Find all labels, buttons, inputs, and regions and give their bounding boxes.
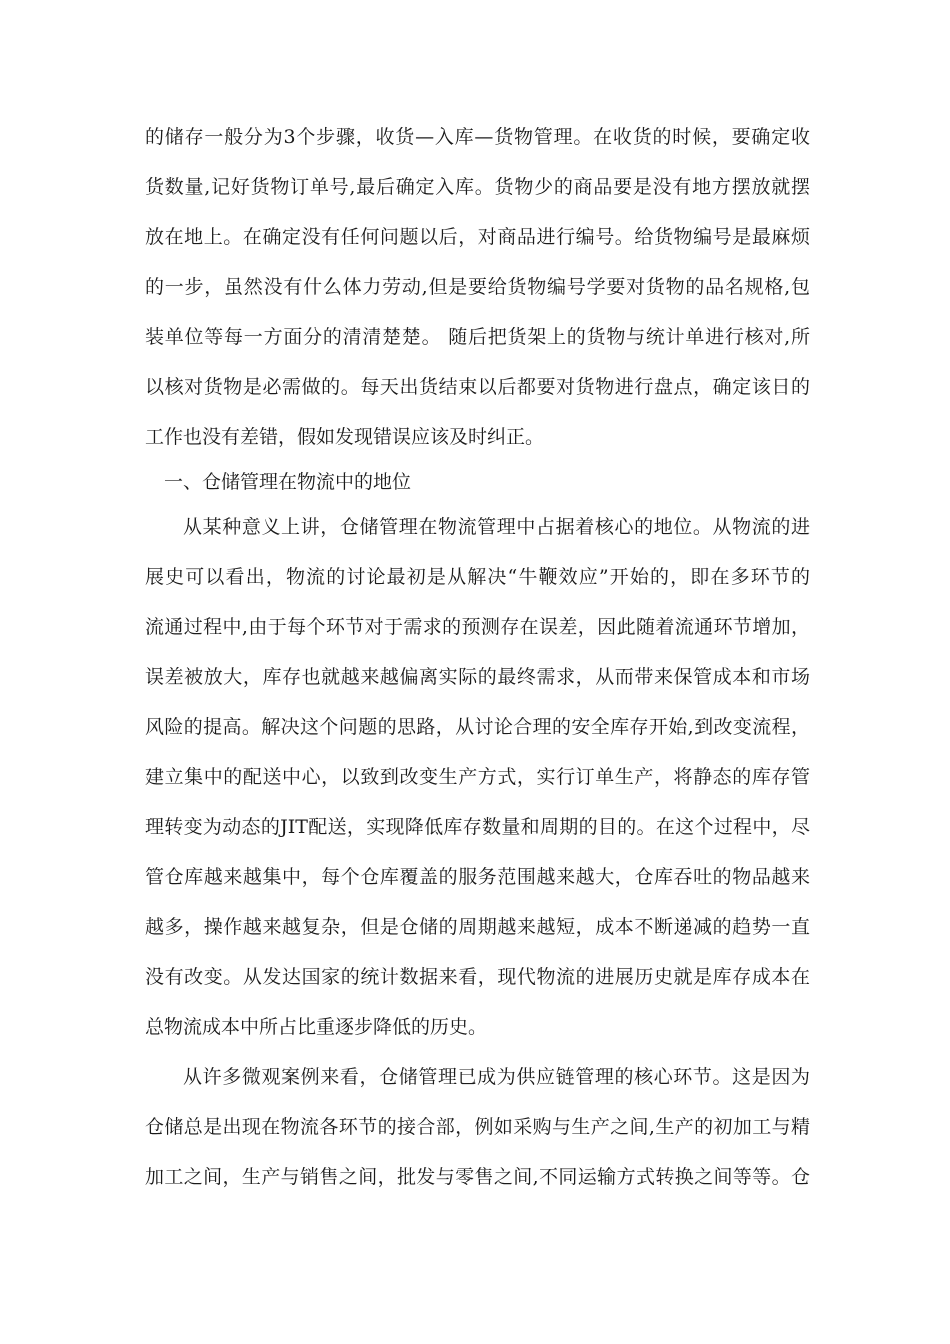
body-text-line: 以核对货物是必需做的。每天出货结束以后都要对货物进行盘点，确定该日的 [145,376,810,398]
body-text-line: 没有改变。从发达国家的统计数据来看，现代物流的进展历史就是库存成本在 [145,966,810,988]
body-text-line: 货数量,记好货物订单号,最后确定入库。货物少的商品要是没有地方摆放就摆 [145,176,810,198]
body-text-line: 装单位等每一方面分的清清楚楚。 随后把货架上的货物与统计单进行核对,所 [145,326,810,348]
body-text-line: 从许多微观案例来看，仓储管理已成为供应链管理的核心环节。这是因为 [183,1066,810,1088]
body-text-line: 风险的提高。解决这个问题的思路，从讨论合理的安全库存开始,到改变流程， [145,716,810,738]
body-text-line: 从某种意义上讲，仓储管理在物流管理中占据着核心的地位。从物流的进 [183,516,810,538]
body-text-line: 展史可以看出，物流的讨论最初是从解决“牛鞭效应”开始的，即在多环节的 [145,566,810,588]
body-text-line: 越多，操作越来越复杂，但是仓储的周期越来越短，成本不断递减的趋势一直 [145,916,810,938]
section-heading: 一、仓储管理在物流中的地位 [164,471,412,493]
body-text-line: 流通过程中,由于每个环节对于需求的预测存在误差，因此随着流通环节增加， [145,616,810,638]
body-text-line: 理转变为动态的JIT配送，实现降低库存数量和周期的目的。在这个过程中，尽 [145,816,810,838]
body-text-line: 误差被放大，库存也就越来越偏离实际的最终需求，从而带来保管成本和市场 [145,666,810,688]
body-text-line: 总物流成本中所占比重逐步降低的历史。 [145,1016,488,1038]
body-text-line: 的一步，虽然没有什么体力劳动,但是要给货物编号学要对货物的品名规格,包 [145,276,810,298]
body-text-line: 工作也没有差错，假如发现错误应该及时纠正。 [145,426,545,448]
body-text-line: 建立集中的配送中心，以致到改变生产方式，实行订单生产，将静态的库存管 [145,766,810,788]
body-text-line: 仓储总是出现在物流各环节的接合部，例如采购与生产之间,生产的初加工与精 [145,1116,810,1138]
body-text-line: 放在地上。在确定没有任何问题以后，对商品进行编号。给货物编号是最麻烦 [145,226,810,248]
body-text-line: 管仓库越来越集中，每个仓库覆盖的服务范围越来越大，仓库吞吐的物品越来 [145,866,810,888]
body-text-line: 加工之间，生产与销售之间，批发与零售之间,不同运输方式转换之间等等。仓 [145,1166,810,1188]
body-text-line: 的储存一般分为3个步骤，收货—入库—货物管理。在收货的时候，要确定收 [145,126,810,148]
